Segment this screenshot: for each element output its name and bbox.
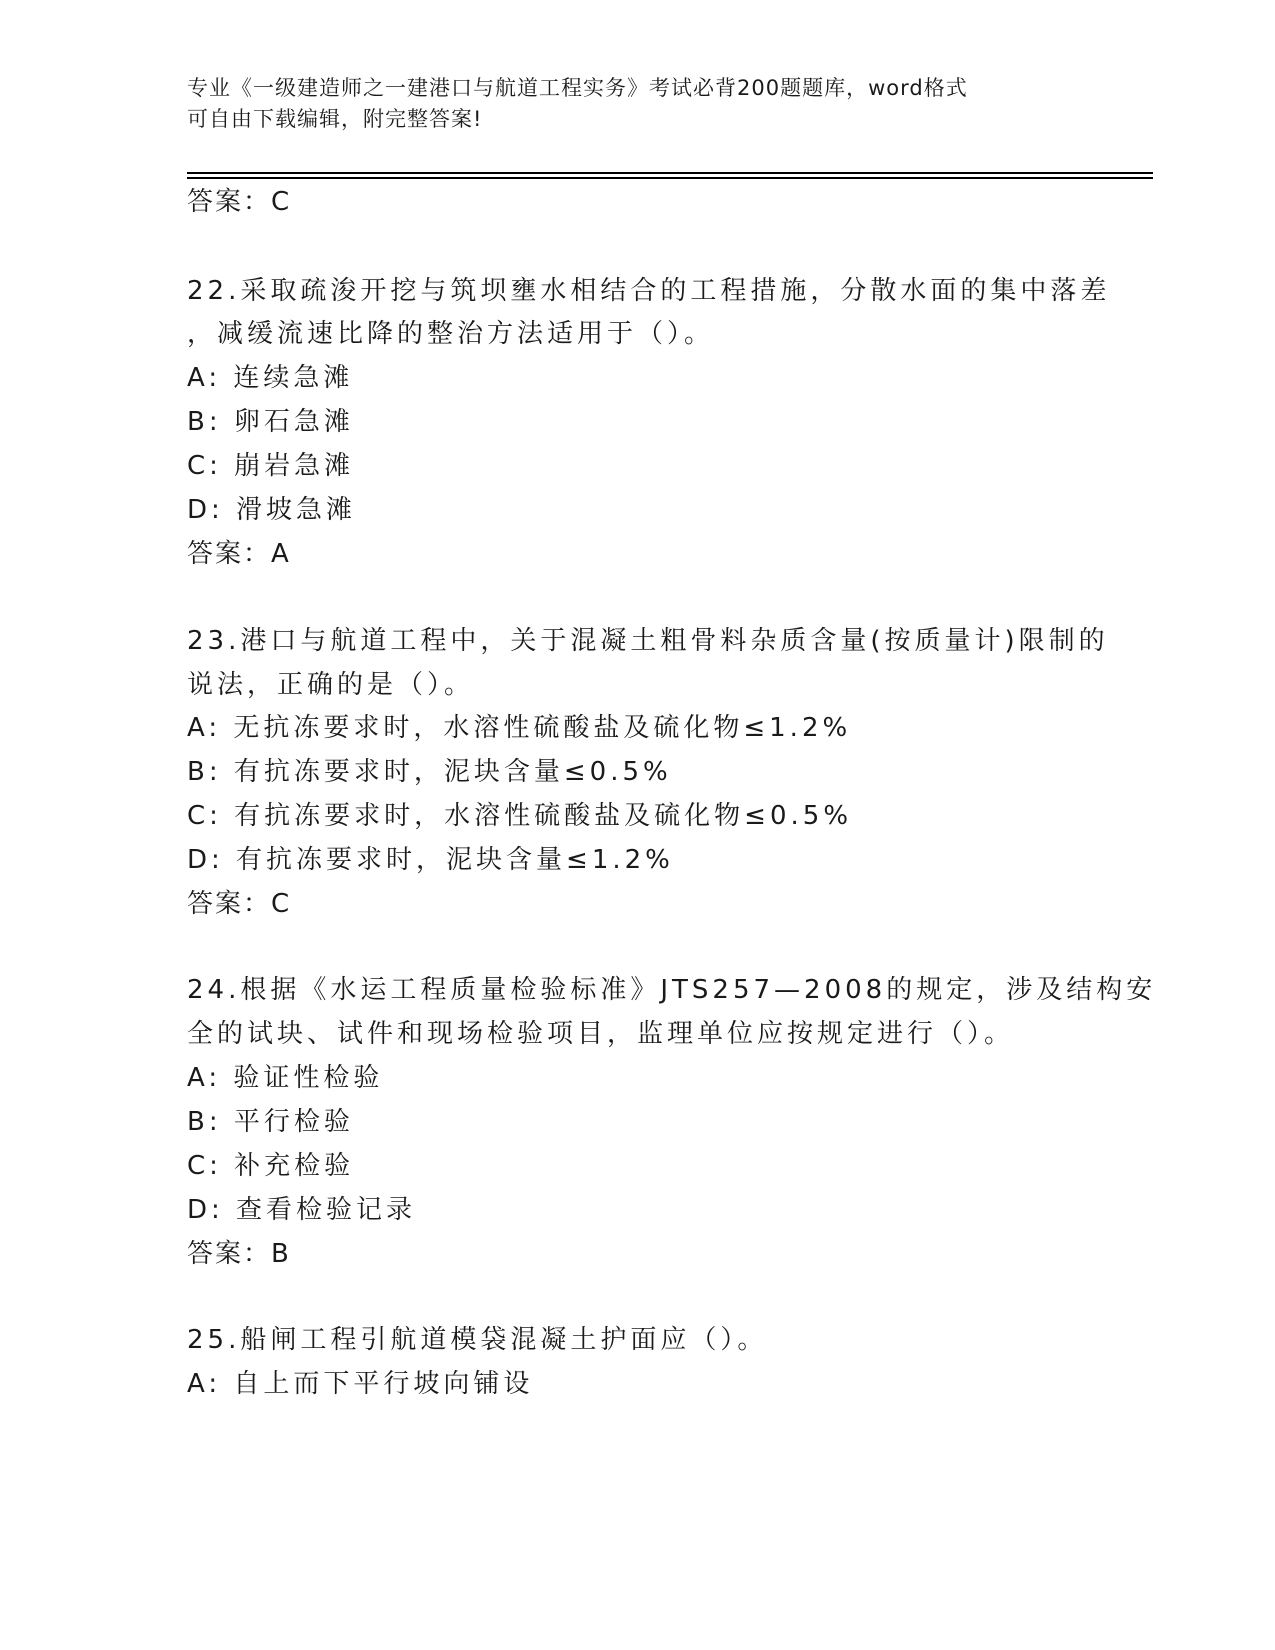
option-b: B: 平行检验 (187, 1107, 354, 1137)
question-stem: 全的试块、试件和现场检验项目，监理单位应按规定进行（）。 (187, 1019, 1015, 1049)
header-divider-bottom (187, 177, 1153, 179)
option-a: A: 自上而下平行坡向铺设 (187, 1369, 534, 1399)
question-stem: 23.港口与航道工程中，关于混凝土粗骨料杂质含量(按质量计)限制的 (187, 626, 1109, 656)
option-a: A: 无抗冻要求时，水溶性硫酸盐及硫化物≤1.2% (187, 713, 852, 743)
question-stem: ，减缓流速比降的整治方法适用于（）。 (187, 319, 715, 349)
option-c: C: 崩岩急滩 (187, 451, 355, 481)
question-stem: 说法，正确的是（）。 (187, 670, 475, 700)
option-b: B: 有抗冻要求时，泥块含量≤0.5% (187, 757, 672, 787)
header-title-line1: 专业《一级建造师之一建港口与航道工程实务》考试必背200题题库，word格式 (187, 76, 968, 100)
option-b: B: 卵石急滩 (187, 407, 354, 437)
header-title-line2: 可自由下载编辑，附完整答案! (187, 107, 483, 131)
option-d: D: 有抗冻要求时，泥块含量≤1.2% (187, 845, 674, 875)
previous-answer: 答案：C (187, 187, 292, 217)
option-c: C: 有抗冻要求时，水溶性硫酸盐及硫化物≤0.5% (187, 801, 853, 831)
option-a: A: 验证性检验 (187, 1063, 384, 1093)
question-stem: 24.根据《水运工程质量检验标准》JTS257—2008的规定，涉及结构安 (187, 975, 1157, 1005)
option-d: D: 查看检验记录 (187, 1195, 417, 1225)
answer: 答案：A (187, 539, 291, 569)
header-divider-top (187, 172, 1153, 174)
question-stem: 25.船闸工程引航道模袋混凝土护面应（）。 (187, 1325, 768, 1355)
option-d: D: 滑坡急滩 (187, 495, 357, 525)
question-stem: 22.采取疏浚开挖与筑坝壅水相结合的工程措施，分散水面的集中落差 (187, 276, 1111, 306)
option-a: A: 连续急滩 (187, 363, 354, 393)
answer: 答案：B (187, 1239, 291, 1269)
option-c: C: 补充检验 (187, 1151, 355, 1181)
answer: 答案：C (187, 889, 292, 919)
